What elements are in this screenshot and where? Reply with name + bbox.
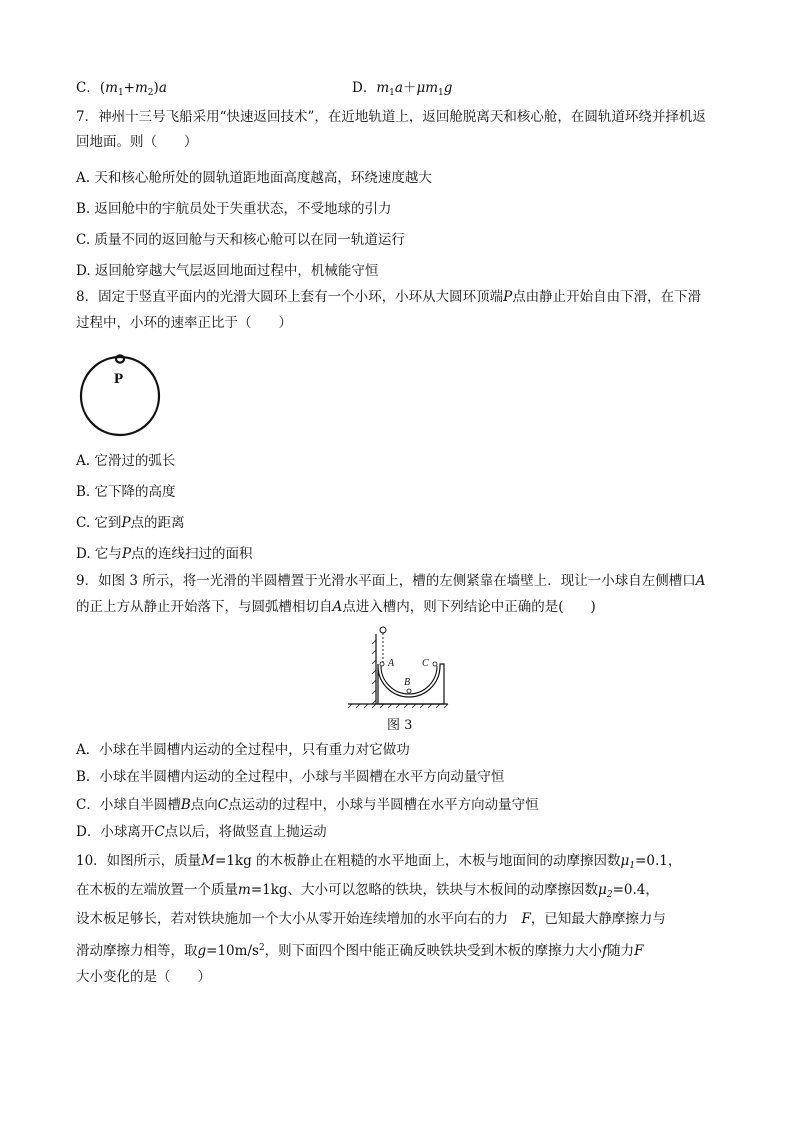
label-b: B bbox=[404, 677, 411, 688]
q8-ring-figure bbox=[76, 348, 162, 440]
ball bbox=[380, 627, 386, 633]
q10-stem-line1: 10．如图所示，质量M=1kg 的木板静止在粗糙的水平地面上，木板与地面间的动摩擦因数$\mu_1=0.1$， bbox=[76, 853, 682, 871]
q7-option-a: A. 天和核心舱所处的圆轨道距地面高度越高，环绕速度越大 bbox=[76, 170, 432, 186]
q7-option-d: D. 返回舱穿越大气层返回地面过程中，机械能守恒 bbox=[76, 263, 379, 279]
label-a: A bbox=[388, 658, 395, 669]
wall-hatching bbox=[372, 640, 376, 704]
q6-option-d: D．$m_1a+\mu m_1g$ bbox=[352, 80, 453, 98]
q8-option-a: A. 它滑过的弧长 bbox=[76, 453, 176, 469]
q7-option-b: B. 返回舱中的宇航员处于失重状态，不受地球的引力 bbox=[76, 201, 392, 217]
q8-stem-line2: 过程中，小环的速率正比于（ ） bbox=[76, 315, 292, 331]
q9-option-b: B．小球在半圆槽内运动的全过程中，小球与半圆槽在水平方向动量守恒 bbox=[76, 769, 505, 785]
q9-option-d: D．小球离开C点以后，将做竖直上抛运动 bbox=[76, 824, 327, 840]
q9-half-groove-figure bbox=[346, 622, 452, 710]
q8-option-b: B. 它下降的高度 bbox=[76, 484, 176, 500]
large-ring bbox=[81, 357, 159, 435]
q7-option-c: C. 质量不同的返回舱与天和核心舱可以在同一轨道运行 bbox=[76, 232, 405, 248]
q8-figure-label-p: P bbox=[114, 371, 124, 387]
q7-stem-line1: 7．神州十三号飞船采用“快速返回技术”，在近地轨道上，返回舱脱离天和核心舱，在圆轨道环绕并择机返 bbox=[76, 109, 706, 125]
q10-stem-line2: 在木板的左端放置一个质量m=1kg、大小可以忽略的铁块，铁块与木板间的动摩擦因数$\mu_2=0.4$， bbox=[76, 882, 659, 900]
q8-stem-line1: 8．固定于竖直平面内的光滑大圆环上套有一个小环，小环从大圆环顶端P点由静止开始自由下滑，在下滑 bbox=[76, 289, 702, 305]
q9-stem-line2: 的正上方从静止开始落下，与圆弧槽相切自A点进入槽内，则下列结论中正确的是( ) bbox=[76, 599, 596, 615]
q6-option-c: C．$(m_1+m_2)a$ bbox=[76, 80, 167, 98]
q7-stem-line2: 回地面。则（ ） bbox=[76, 134, 198, 150]
point-b-marker bbox=[407, 689, 411, 693]
q8-option-d: D. 它与P点的连线扫过的面积 bbox=[76, 546, 253, 562]
q9-figure-caption: 图 3 bbox=[387, 718, 413, 733]
q8-option-c: C. 它到P点的距离 bbox=[76, 515, 185, 531]
label-c: C bbox=[422, 658, 429, 669]
q10-stem-line3: 设木板足够长，若对铁块施加一个大小从零开始连续增加的水平向右的力 F，已知最大静摩擦力与 bbox=[76, 911, 666, 927]
point-a-marker bbox=[380, 662, 384, 666]
q9-option-c: C．小球自半圆槽B点向C点运动的过程中，小球与半圆槽在水平方向动量守恒 bbox=[76, 797, 539, 813]
q10-stem-line5: 大小变化的是（ ） bbox=[76, 969, 211, 985]
q10-stem-line4: 滑动摩擦力相等，取$g=10m/s^2$，则下面四个图中能正确反映铁块受到木板的摩擦力大小f随力F bbox=[76, 943, 644, 959]
q9-option-a: A．小球在半圆槽内运动的全过程中，只有重力对它做功 bbox=[76, 742, 410, 758]
small-ring bbox=[116, 355, 124, 362]
q9-stem-line1: 9．如图 3 所示，将一光滑的半圆槽置于光滑水平面上，槽的左侧紧靠在墙壁上．现让一小球自左侧槽口A bbox=[76, 573, 706, 589]
point-c-marker bbox=[433, 662, 437, 666]
